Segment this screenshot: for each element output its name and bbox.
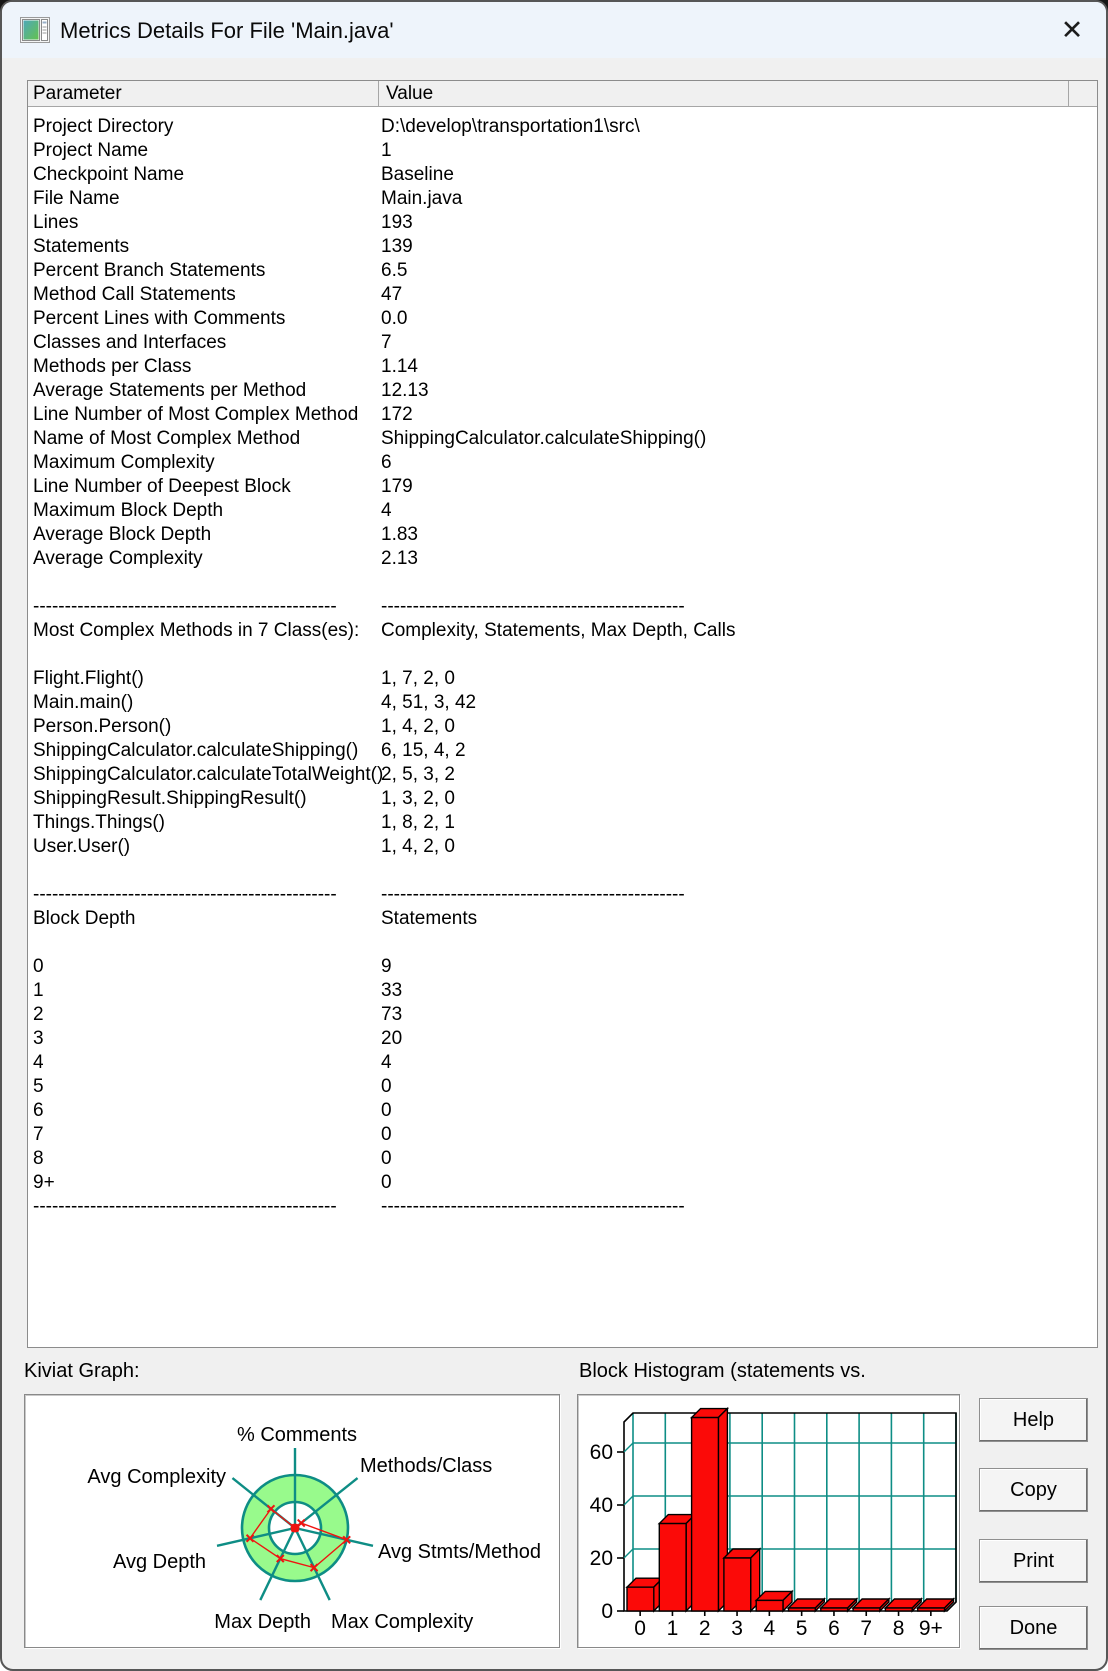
metric-row[interactable] <box>28 931 1097 955</box>
metric-row[interactable] <box>28 307 1097 331</box>
parameter-cell: Classes and Interfaces <box>33 332 227 353</box>
value-cell: 2.13 <box>381 548 418 569</box>
metric-row[interactable] <box>28 283 1097 307</box>
value-cell: 33 <box>381 980 403 1001</box>
metric-row[interactable] <box>28 955 1097 979</box>
metric-row[interactable] <box>28 115 1097 139</box>
parameter-cell: Maximum Block Depth <box>33 500 224 521</box>
parameter-cell: Person.Person() <box>33 716 172 737</box>
parameter-cell: Average Block Depth <box>33 524 212 545</box>
block-histogram-panel <box>577 1394 960 1648</box>
metric-row[interactable] <box>28 1147 1097 1171</box>
value-cell: 20 <box>381 1028 403 1049</box>
value-cell: 0 <box>381 1100 392 1121</box>
value-cell: 73 <box>381 1004 403 1025</box>
parameter-cell: Checkpoint Name <box>33 164 185 185</box>
value-cell: 1, 3, 2, 0 <box>381 788 455 809</box>
metric-row[interactable] <box>28 451 1097 475</box>
parameter-cell: ------------------------------------------------ <box>33 1196 337 1217</box>
metric-row[interactable] <box>28 163 1097 187</box>
header-stub[interactable] <box>1069 81 1097 106</box>
metric-row[interactable] <box>28 619 1097 643</box>
parameter-cell: 3 <box>33 1028 44 1049</box>
value-cell: ------------------------------------------------ <box>381 884 685 905</box>
metric-row[interactable] <box>28 259 1097 283</box>
parameter-cell: Average Statements per Method <box>33 380 307 401</box>
metric-row[interactable] <box>28 475 1097 499</box>
parameter-cell: File Name <box>33 188 120 209</box>
parameter-cell: Average Complexity <box>33 548 203 569</box>
kiviat-axis-label: Avg Stmts/Method <box>378 1541 542 1563</box>
parameter-cell: Line Number of Deepest Block <box>33 476 291 497</box>
parameter-cell: Flight.Flight() <box>33 668 144 689</box>
parameter-cell: Project Name <box>33 140 149 161</box>
metric-row[interactable] <box>28 139 1097 163</box>
metric-row[interactable] <box>28 211 1097 235</box>
done-button[interactable]: Done <box>979 1606 1088 1650</box>
parameter-cell: Block Depth <box>33 908 136 929</box>
metric-row[interactable] <box>28 1123 1097 1147</box>
parameter-cell: Things.Things() <box>33 812 165 833</box>
value-cell: 179 <box>381 476 413 497</box>
metric-row[interactable] <box>28 883 1097 907</box>
metric-row[interactable] <box>28 907 1097 931</box>
hist-x-tick-label: 7 <box>860 1617 873 1640</box>
metric-row[interactable] <box>28 835 1097 859</box>
block-histogram-label: Block Histogram (statements vs. <box>579 1360 866 1382</box>
metric-row[interactable] <box>28 1195 1097 1219</box>
app-icon <box>20 17 50 43</box>
kiviat-axis-label: Max Complexity <box>331 1611 474 1633</box>
kiviat-axis-label: Methods/Class <box>360 1455 493 1477</box>
metric-row[interactable] <box>28 235 1097 259</box>
parameter-cell: 9+ <box>33 1172 55 1193</box>
value-cell: ------------------------------------------------ <box>381 596 685 617</box>
value-cell: ------------------------------------------------ <box>381 1196 685 1217</box>
value-cell: 12.13 <box>381 380 429 401</box>
value-cell: 6 <box>381 452 392 473</box>
parameter-cell: Maximum Complexity <box>33 452 215 473</box>
value-cell: 172 <box>381 404 413 425</box>
metric-row[interactable] <box>28 499 1097 523</box>
copy-button[interactable]: Copy <box>979 1468 1088 1512</box>
value-cell: 0 <box>381 1124 392 1145</box>
value-cell: 0 <box>381 1172 392 1193</box>
hist-x-tick-label: 5 <box>795 1617 808 1640</box>
value-cell: Complexity, Statements, Max Depth, Calls <box>381 620 736 641</box>
parameter-cell: Methods per Class <box>33 356 192 377</box>
metric-row[interactable] <box>28 1171 1097 1195</box>
value-cell: Baseline <box>381 164 454 185</box>
value-cell: 47 <box>381 284 403 305</box>
value-cell: 1 <box>381 140 392 161</box>
value-cell: 1, 4, 2, 0 <box>381 836 455 857</box>
parameter-cell: Percent Branch Statements <box>33 260 266 281</box>
value-cell: 0 <box>381 1148 392 1169</box>
metric-row[interactable] <box>28 811 1097 835</box>
parameter-cell: 1 <box>33 980 44 1001</box>
value-cell: Main.java <box>381 188 463 209</box>
parameter-cell: ShippingCalculator.calculateTotalWeight() <box>33 764 384 785</box>
value-cell: 6, 15, 4, 2 <box>381 740 466 761</box>
parameter-cell: Lines <box>33 212 79 233</box>
kiviat-axis-label: Avg Complexity <box>87 1466 226 1488</box>
metric-row[interactable] <box>28 403 1097 427</box>
value-cell: 2, 5, 3, 2 <box>381 764 455 785</box>
kiviat-graph-panel <box>24 1394 560 1648</box>
parameter-cell: Project Directory <box>33 116 174 137</box>
hist-x-tick-label: 3 <box>731 1617 743 1640</box>
metric-row[interactable] <box>28 979 1097 1003</box>
parameter-cell: 7 <box>33 1124 44 1145</box>
hist-y-tick-label: 20 <box>589 1547 613 1570</box>
value-cell: 193 <box>381 212 413 233</box>
hist-x-tick-label: 1 <box>666 1617 679 1640</box>
value-cell: D:\develop\transportation1\src\ <box>381 116 640 137</box>
close-button[interactable]: ✕ <box>1060 14 1084 45</box>
metric-row[interactable] <box>28 763 1097 787</box>
list-header <box>28 81 1097 107</box>
value-cell: 9 <box>381 956 392 977</box>
hist-x-tick-label: 4 <box>763 1617 776 1640</box>
header-parameter[interactable]: Parameter <box>28 81 379 106</box>
window-title: Metrics Details For File 'Main.java' <box>60 18 394 43</box>
value-cell: 1, 7, 2, 0 <box>381 668 455 689</box>
header-value[interactable]: Value <box>379 81 1069 106</box>
hist-y-tick-label: 40 <box>589 1494 613 1517</box>
metric-row[interactable] <box>28 547 1097 571</box>
kiviat-graph-label: Kiviat Graph: <box>24 1360 140 1382</box>
parameter-cell: Most Complex Methods in 7 Class(es): <box>33 620 360 641</box>
value-cell: 139 <box>381 236 413 257</box>
hist-x-tick-label: 2 <box>698 1617 711 1640</box>
value-cell: 1.14 <box>381 356 418 377</box>
parameter-cell: Line Number of Most Complex Method <box>33 404 359 425</box>
parameter-cell: ------------------------------------------------ <box>33 884 337 905</box>
metric-row[interactable] <box>28 787 1097 811</box>
parameter-cell: 4 <box>33 1052 44 1073</box>
metric-row[interactable] <box>28 355 1097 379</box>
value-cell: ShippingCalculator.calculateShipping() <box>381 428 707 449</box>
metric-row[interactable] <box>28 1099 1097 1123</box>
metric-row[interactable] <box>28 739 1097 763</box>
kiviat-axis-label: Max Depth <box>214 1611 311 1633</box>
parameter-cell: Main.main() <box>33 692 134 713</box>
metric-row[interactable] <box>28 859 1097 883</box>
hist-y-tick-label: 60 <box>589 1441 613 1464</box>
metric-row[interactable] <box>28 379 1097 403</box>
parameter-cell: Percent Lines with Comments <box>33 308 286 329</box>
metric-row[interactable] <box>28 331 1097 355</box>
help-button[interactable]: Help <box>979 1398 1088 1442</box>
value-cell: 4 <box>381 500 392 521</box>
parameter-cell: 5 <box>33 1076 44 1097</box>
value-cell: 0 <box>381 1076 392 1097</box>
parameter-cell: Name of Most Complex Method <box>33 428 301 449</box>
metric-row[interactable] <box>28 691 1097 715</box>
list-rows <box>28 107 1097 1347</box>
metric-row[interactable] <box>28 1051 1097 1075</box>
metric-row[interactable] <box>28 1075 1097 1099</box>
kiviat-radar-chart <box>25 1395 559 1647</box>
kiviat-axis-label: % Comments <box>236 1424 358 1446</box>
value-cell: 1.83 <box>381 524 418 545</box>
parameter-cell: User.User() <box>33 836 131 857</box>
metric-row[interactable] <box>28 667 1097 691</box>
parameter-cell: Method Call Statements <box>33 284 236 305</box>
parameter-cell: 6 <box>33 1100 44 1121</box>
metric-row[interactable] <box>28 187 1097 211</box>
print-button[interactable]: Print <box>979 1539 1088 1583</box>
metric-row[interactable] <box>28 1003 1097 1027</box>
metric-row[interactable] <box>28 715 1097 739</box>
hist-x-tick-label: 9+ <box>918 1617 943 1640</box>
hist-x-tick-label: 0 <box>634 1617 646 1640</box>
value-cell: 1, 4, 2, 0 <box>381 716 455 737</box>
title-bar <box>2 2 1106 58</box>
kiviat-axis-label: Avg Depth <box>112 1551 206 1573</box>
parameter-cell: ShippingCalculator.calculateShipping() <box>33 740 359 761</box>
value-cell: 1, 8, 2, 1 <box>381 812 455 833</box>
block-histogram-chart <box>578 1395 959 1647</box>
parameter-cell: Statements <box>33 236 130 257</box>
metric-row[interactable] <box>28 595 1097 619</box>
value-cell: 7 <box>381 332 392 353</box>
parameter-cell: 0 <box>33 956 44 977</box>
parameter-cell: 2 <box>33 1004 44 1025</box>
value-cell: 4 <box>381 1052 392 1073</box>
parameter-cell: 8 <box>33 1148 44 1169</box>
hist-x-tick-label: 8 <box>892 1617 905 1640</box>
hist-y-tick-label: 0 <box>601 1600 613 1623</box>
metric-row[interactable] <box>28 1027 1097 1051</box>
value-cell: 6.5 <box>381 260 408 281</box>
parameter-cell: ------------------------------------------------ <box>33 596 337 617</box>
value-cell: 4, 51, 3, 42 <box>381 692 477 713</box>
metric-row[interactable] <box>28 571 1097 595</box>
parameter-cell: ShippingResult.ShippingResult() <box>33 788 307 809</box>
hist-x-tick-label: 6 <box>828 1617 840 1640</box>
metrics-list[interactable] <box>27 80 1098 1348</box>
value-cell: 0.0 <box>381 308 408 329</box>
value-cell: Statements <box>381 908 478 929</box>
metric-row[interactable] <box>28 643 1097 667</box>
metric-row[interactable] <box>28 523 1097 547</box>
metric-row[interactable] <box>28 427 1097 451</box>
